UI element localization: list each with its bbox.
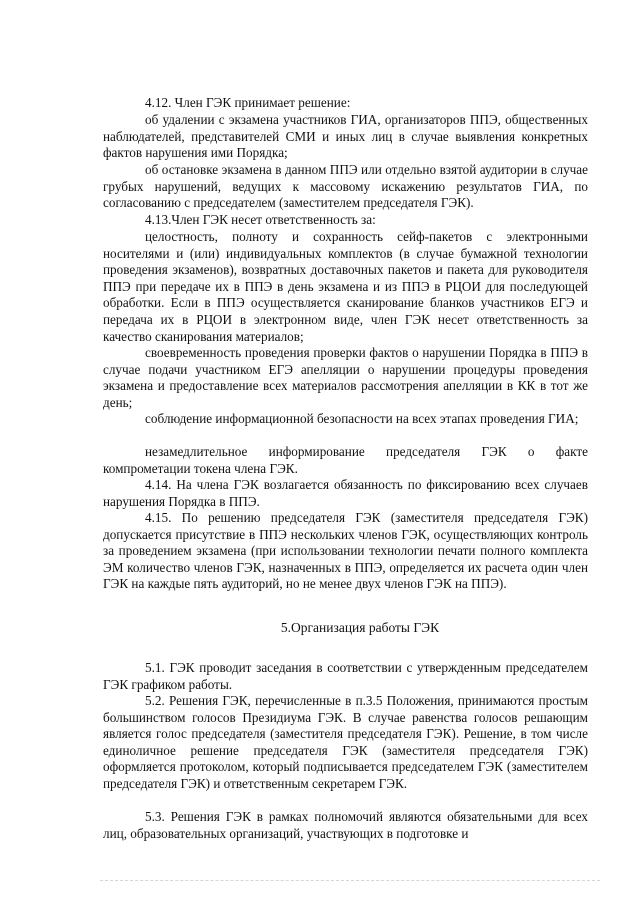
scan-artifact-line: [100, 880, 600, 883]
paragraph-4-15: 4.15. По решению председателя ГЭК (заместителя председателя ГЭК) допускается присутствие в ППЭ нескольких членов ГЭК, осуществляющих контроль за проведением экзамена (при использовании технологии печати полного комплекта ЭМ количество членов ГЭК, назначенных в ППЭ, определяется их расчета один член ГЭК на каждые пять аудиторий, но не менее двух членов ГЭК на ППЭ).: [103, 510, 588, 592]
section-heading: 5.Организация работы ГЭК: [280, 620, 440, 635]
paragraph-4-12: 4.12. Член ГЭК принимает решение:: [145, 95, 351, 110]
paragraph-5-2: 5.2. Решения ГЭК, перечисленные в п.3.5 Положения, принимаются простым большинством голосов Президиума ГЭК. В случае равенства голосов решающим является голос председателя (заместителя председателя ГЭК). Решение, в том числе единоличное решение председателя ГЭК (заместителя председателя ГЭК) оформляется протоколом, который подписывается председателем ГЭК (заместителем председателя ГЭК) и ответственным секретарем ГЭК.: [103, 693, 588, 791]
paragraph-token: незамедлительное информирование председателя ГЭК о факте компрометации токена члена ГЭК.: [103, 444, 588, 476]
paragraph-5-1: 5.1. ГЭК проводит заседания в соответствии с утвержденным председателем ГЭК графиком работы.: [103, 660, 588, 692]
paragraph-integrity: целостность, полноту и сохранность сейф-пакетов с электронными носителями и (или) индивидуальных комплектов (в случае бумажной технологии проведения экзаменов), возвратных доставочных пакетов и пакета для руководителя ППЭ при передаче их в ППЭ в день экзамена и из ППЭ в РЦОИ для последующей обработки. Если в ППЭ осуществляется сканирование бланков участников ЕГЭ и передача их в РЦОИ в электронном виде, член ГЭК несет ответственность за качество сканирования материалов;: [103, 229, 588, 344]
paragraph-timeliness: своевременность проведения проверки фактов о нарушении Порядка в ППЭ в случае подачи участником ЕГЭ апелляции о нарушении процедуры проведения экзамена и предоставление всех материалов рассмотрения апелляции в КК в тот же день;: [103, 345, 588, 410]
paragraph-4-14: 4.14. На члена ГЭК возлагается обязанность по фиксированию всех случаев нарушения Порядка в ППЭ.: [103, 477, 588, 509]
paragraph-4-13: 4.13.Член ГЭК несет ответственность за:: [145, 212, 376, 227]
paragraph-stop-exam: об остановке экзамена в данном ППЭ или отдельно взятой аудитории в случае грубых нарушений, ведущих к массовому искажению результатов ГИА, по согласованию с председателем (заместителем председателя ГЭК).: [103, 162, 588, 211]
paragraph-removal: об удалении с экзамена участников ГИА, организаторов ППЭ, общественных наблюдателей, представителей СМИ и иных лиц в случае выявления конкретных фактов нарушения ими Порядка;: [103, 112, 588, 161]
paragraph-security: соблюдение информационной безопасности на всех этапах проведения ГИА;: [145, 411, 579, 426]
paragraph-5-3: 5.3. Решения ГЭК в рамках полномочий являются обязательными для всех лиц, образовательных организаций, участвующих в подготовке и: [103, 809, 588, 841]
